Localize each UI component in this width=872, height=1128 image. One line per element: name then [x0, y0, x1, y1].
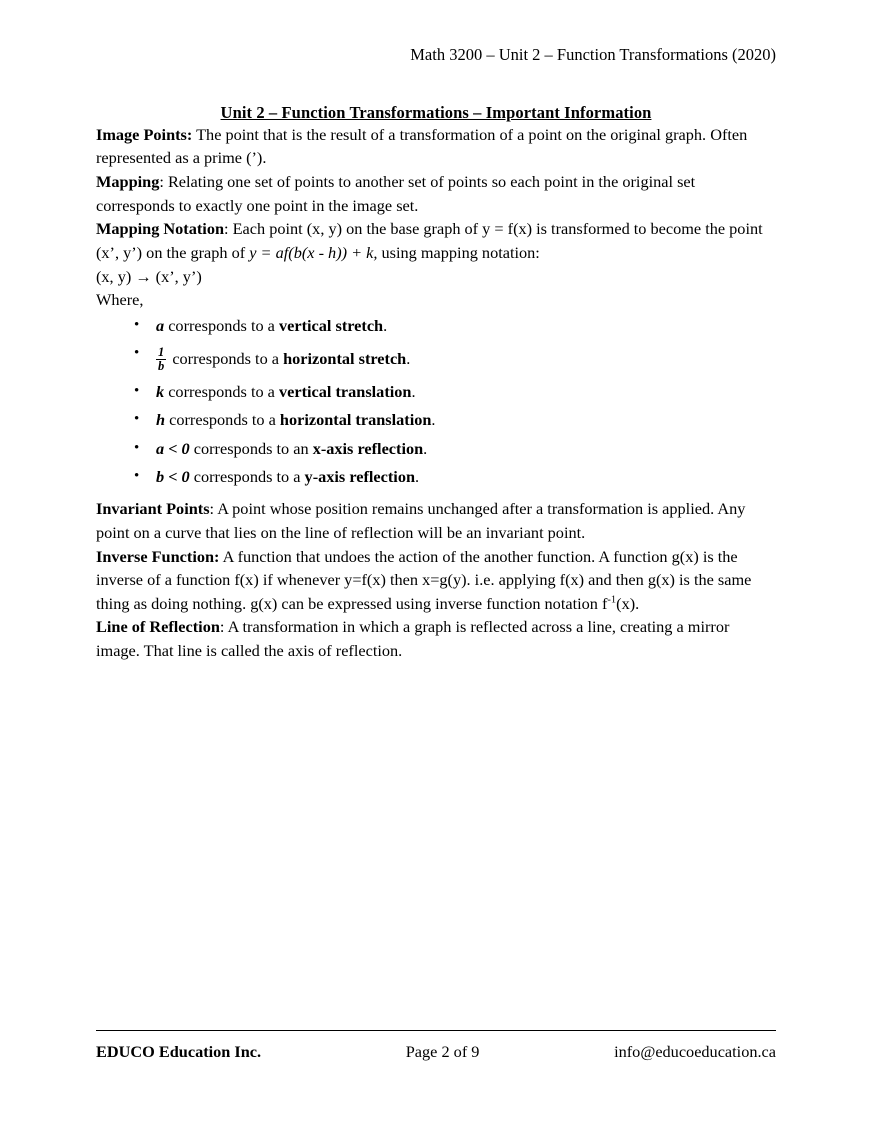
bullet-middle-k: corresponds to a	[164, 382, 279, 402]
bullet-end-h: .	[431, 410, 436, 430]
mapping-notation-text-before: : Each point (x, y) on the base graph of y = f(x) is transformed to become the point (x’, y’) on the graph of	[96, 219, 763, 262]
bullet-symbol-a: a	[156, 315, 165, 335]
inverse-text-after: (x).	[616, 593, 640, 613]
where-label: Where,	[96, 290, 144, 310]
bullet-end-a: .	[383, 315, 388, 335]
bullet-term-vertical-stretch: vertical stretch	[278, 315, 384, 335]
bullet-term-vertical-translation: vertical translation	[278, 382, 412, 402]
bullet-middle-h: corresponds to a	[165, 410, 280, 430]
term-line-of-reflection: Line of Reflection	[96, 617, 220, 637]
mapping-notation-text-after: using mapping notation:	[377, 242, 540, 262]
paragraph-invariant-points	[96, 497, 776, 544]
definition-invariant-points: : A point whose position remains unchanged after a transformation is applied. Any point on a curve that lies on the line of reflection will be an invariant point.	[96, 499, 746, 542]
mapping-notation-formula: y = af(b(x - h)) + k,	[249, 242, 378, 262]
bullet-term-x-axis-reflection: x-axis reflection	[312, 438, 424, 458]
bullet-term-horizontal-stretch: horizontal stretch	[283, 348, 407, 368]
definition-image-points: The point that is the result of a transformation of a point on the original graph. Often represented as a prime (’).	[96, 124, 748, 168]
bullet-middle-b-negative: corresponds to a	[189, 466, 305, 486]
bullet-symbol-one-over-b: • $\frac{1}{b}$	[158, 345, 165, 373]
bullet-end-b: .	[406, 348, 411, 368]
list-item	[156, 412, 776, 428]
definition-mapping: : Relating one set of points to another set of points so each point in the original set corresponds to exactly one point in the image set.	[96, 172, 696, 215]
bullet-middle-b: corresponds to a	[168, 348, 284, 368]
term-mapping: Mapping	[96, 172, 160, 192]
list-item	[156, 466, 776, 486]
bullet-symbol-a-negative: a < 0	[156, 438, 190, 458]
transformation-parameters-list	[96, 315, 776, 486]
bullet-term-y-axis-reflection: y-axis reflection	[304, 466, 416, 486]
mapping-notation-line: (x, y) → (x’, y’)	[96, 266, 202, 286]
bullet-middle-a: corresponds to a	[164, 315, 279, 335]
list-item	[156, 315, 776, 335]
bullet-end-a-negative: .	[423, 438, 428, 458]
paragraph-image-points	[96, 123, 776, 170]
term-image-points: Image Points:	[96, 124, 193, 144]
page-title: Unit 2 – Function Transformations – Important Information	[220, 102, 652, 122]
footer-company: EDUCO Education Inc.	[96, 1042, 262, 1061]
list-item	[156, 346, 776, 372]
bullet-end-k: .	[411, 382, 416, 402]
list-item	[156, 438, 776, 458]
bullet-end-b-negative: .	[415, 466, 420, 486]
bullet-term-horizontal-translation: horizontal translation	[279, 410, 432, 430]
bullet-symbol-k: k	[156, 382, 165, 402]
paragraph-mapping	[96, 170, 776, 217]
bullet-symbol-h: h	[156, 410, 166, 430]
definition-line-of-reflection: : A transformation in which a graph is reflected across a line, creating a mirror image. That line is called the axis of reflection.	[96, 617, 730, 661]
footer-page-number: Page 2 of 9	[405, 1042, 480, 1061]
term-inverse-function: Inverse Function:	[96, 546, 220, 566]
inverse-superscript: -1	[607, 594, 617, 606]
term-invariant-points: Invariant Points	[96, 499, 210, 519]
page-content	[96, 0, 776, 663]
footer-email: info@educoeducation.ca	[614, 1042, 776, 1061]
paragraph-inverse-function	[96, 545, 776, 616]
bullet-symbol-b-negative: b < 0	[156, 466, 190, 486]
bullet-middle-a-negative: corresponds to an	[189, 438, 313, 458]
footer-row	[96, 1031, 776, 1062]
paragraph-line-of-reflection	[96, 615, 776, 662]
paragraph-mapping-notation	[96, 217, 776, 264]
running-head: Math 3200 – Unit 2 – Function Transformations (2020)	[410, 45, 776, 64]
list-item	[156, 384, 776, 400]
definition-inverse-function: A function that undoes the action of the another function. A function g(x) is the inverse of a function f(x) if whenever y=f(x) then x=g(y). i.e. applying f(x) and then g(x) is the same thing as doing nothing. g(x) can be expressed using inverse function notation f	[96, 546, 752, 613]
term-mapping-notation: Mapping Notation	[96, 219, 225, 239]
page-footer	[96, 1030, 776, 1062]
